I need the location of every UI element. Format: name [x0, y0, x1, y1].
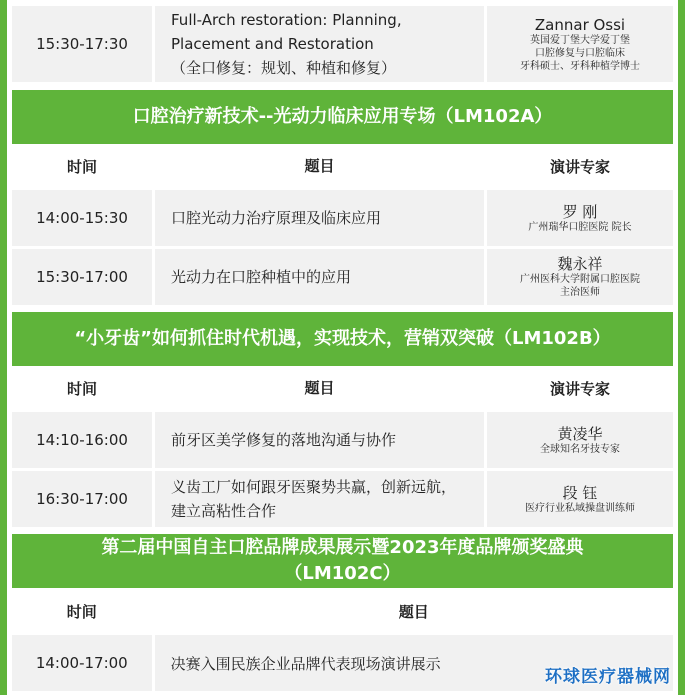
time-cell: 15:30-17:00	[12, 249, 152, 305]
header-topic: 题目	[155, 591, 673, 631]
speaker-title: 牙科硕士、牙科种植学博士	[520, 60, 640, 72]
header-time: 时间	[12, 591, 152, 631]
time-cell: 15:30-17:30	[12, 6, 152, 82]
speaker-cell	[487, 412, 673, 468]
table-row	[12, 412, 673, 468]
speaker-name: 魏永祥	[557, 255, 603, 273]
session-banner: 口腔治疗新技术--光动力临床应用专场（LM102A）	[12, 90, 673, 144]
time-cell: 14:00-17:00	[12, 635, 152, 691]
speaker-cell	[487, 6, 673, 82]
header-topic: 题目	[155, 368, 484, 408]
speaker-cell	[487, 471, 673, 527]
speaker-title: 主治医师	[560, 287, 600, 298]
topic-line: Full-Arch restoration: Planning,	[171, 11, 402, 29]
session-banner: “小牙齿”如何抓住时代机遇，实现技术，营销双突破（LM102B）	[12, 312, 673, 366]
topic-cell	[155, 471, 484, 527]
speaker-title: 全球知名牙技专家	[540, 443, 620, 455]
speaker-cell	[487, 249, 673, 305]
table-header	[12, 591, 673, 631]
topic-line: 建立高粘性合作	[171, 502, 277, 520]
topic-cell: 光动力在口腔种植中的应用	[155, 249, 484, 305]
table-row	[12, 6, 673, 82]
speaker-cell	[487, 190, 673, 246]
table-header	[12, 368, 673, 408]
table-row	[12, 471, 673, 527]
time-cell: 14:10-16:00	[12, 412, 152, 468]
header-speaker: 演讲专家	[487, 146, 673, 186]
watermark-logo: 环球医疗器械网	[545, 667, 671, 687]
topic-line: （全口修复：规划、种植和修复）	[171, 59, 397, 77]
speaker-name: 罗 刚	[562, 202, 598, 221]
speaker-name: 黄凌华	[557, 424, 603, 443]
topic-cell	[155, 6, 484, 82]
header-time: 时间	[12, 368, 152, 408]
speaker-title: 英国爱丁堡大学爱丁堡	[530, 34, 630, 46]
time-cell: 16:30-17:00	[12, 471, 152, 527]
header-time: 时间	[12, 146, 152, 186]
time-cell: 14:00-15:30	[12, 190, 152, 246]
topic-cell: 前牙区美学修复的落地沟通与协作	[155, 412, 484, 468]
topic-cell: 口腔光动力治疗原理及临床应用	[155, 190, 484, 246]
speaker-title: 医疗行业私域操盘训练师	[525, 502, 635, 514]
left-border	[0, 0, 7, 695]
right-border	[678, 0, 685, 695]
speaker-title: 广州医科大学附属口腔医院	[520, 274, 640, 285]
banner-line: （LM102C）	[284, 563, 401, 584]
session-banner	[12, 534, 673, 588]
table-row	[12, 249, 673, 305]
speaker-title: 口腔修复与口腔临床	[535, 47, 625, 59]
topic-line: Placement and Restoration	[171, 35, 374, 53]
banner-line: 第二届中国自主口腔品牌成果展示暨2023年度品牌颁奖盛典	[101, 537, 584, 558]
table-row	[12, 190, 673, 246]
header-speaker: 演讲专家	[487, 368, 673, 408]
topic-cell: 决赛入围民族企业品牌代表现场演讲展示	[155, 635, 673, 691]
speaker-name: 段 钰	[562, 483, 598, 502]
table-header	[12, 146, 673, 186]
header-topic: 题目	[155, 146, 484, 186]
speaker-name: Zannar Ossi	[534, 15, 626, 34]
topic-line: 义齿工厂如何跟牙医聚势共赢，创新远航，	[171, 478, 457, 496]
speaker-title: 广州瑞华口腔医院 院长	[528, 221, 632, 233]
